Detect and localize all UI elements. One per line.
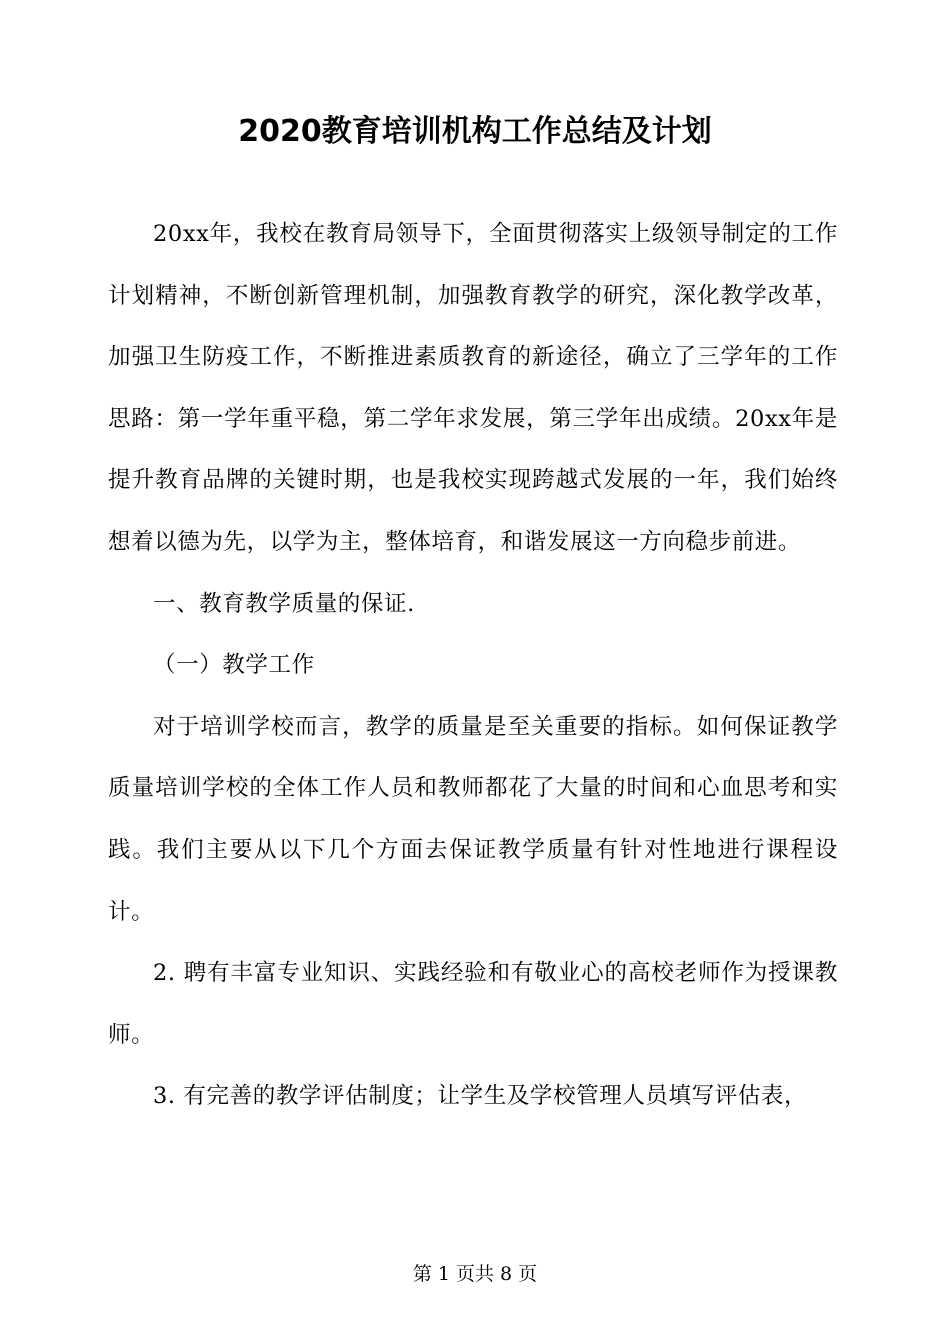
teaching-paragraph: 对于培训学校而言，教学的质量是至关重要的指标。如何保证教学质量培训学校的全体工作人员和教师都花了大量的时间和心血思考和实践。我们主要从以下几个方面去保证教学质量有针对性地进行课程设计。 — [108, 713, 838, 925]
list-item: 2. 聘有丰富专业知识、实践经验和有敬业心的高校老师作为授课教师。 — [108, 960, 838, 1048]
subsection-heading: （一）教学工作 — [153, 652, 315, 679]
document-title: 2020教育培训机构工作总结及计划 — [238, 114, 712, 149]
list-item: 3. 有完善的教学评估制度；让学生及学校管理人员填写评估表， — [153, 1083, 808, 1110]
page-number-footer: 第 1 页共 8 页 — [412, 1263, 538, 1285]
intro-paragraph: 20xx年，我校在教育局领导下，全面贯彻落实上级领导制定的工作计划精神，不断创新管理机制，加强教育教学的研究，深化教学改革，加强卫生防疫工作，不断推进素质教育的新途径，确立了三学年的工作思路：第一学年重平稳，第二学年求发展，第三学年出成绩。20xx年是提升教育品牌的关键时期，也是我校实现跨越式发展的一年，我们始终想着以德为先，以学为主，整体培育，和谐发展这一方向稳步前进。 — [108, 221, 838, 555]
section-heading: 一、教育教学质量的保证. — [153, 590, 415, 617]
document-body — [108, 204, 838, 1128]
